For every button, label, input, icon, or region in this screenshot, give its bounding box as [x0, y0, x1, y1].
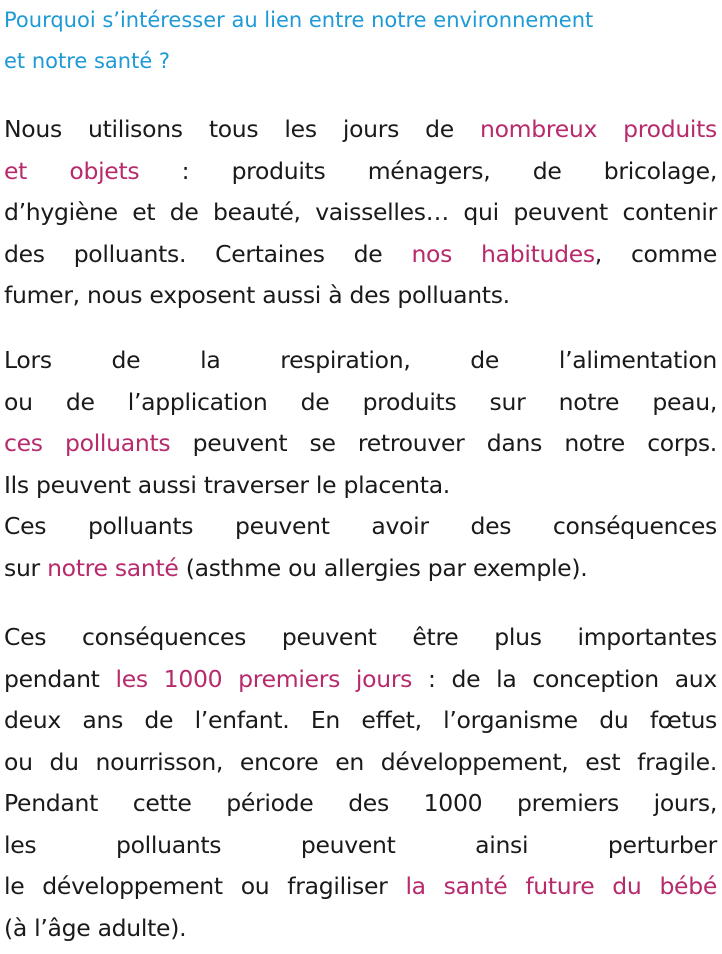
page-title: [4, 0, 717, 82]
paragraph-1000-days: [4, 617, 717, 949]
highlight-health: notre santé: [47, 553, 179, 582]
paragraph-line: d’hygiène et de beauté, vaisselles… qui peuvent contenir: [4, 198, 717, 226]
highlight-pollutants: ces polluants: [4, 429, 171, 457]
paragraph-line: (à l’âge adulte).: [4, 913, 187, 942]
paragraph-line: deux ans de l’enfant. En effet, l’organisme du fœtus: [4, 706, 717, 734]
paragraph-line: [4, 151, 717, 193]
text-run: pendant: [4, 664, 116, 693]
paragraph-line: [4, 234, 717, 276]
paragraph-line: Ils peuvent aussi traverser le placenta.: [4, 470, 450, 499]
paragraph-line: Lors de la respiration, de l’alimentation: [4, 346, 717, 374]
text-run: des polluants. Certaines de: [4, 239, 412, 268]
highlight-products: nombreux produits: [480, 115, 718, 143]
paragraph-line: Ces polluants peuvent avoir des conséquences: [4, 512, 717, 540]
title-line-1: Pourquoi s’intéresser au lien entre notre environnement: [4, 8, 594, 32]
paragraph-line: [4, 866, 717, 908]
text-run: : de la conception aux: [412, 664, 717, 693]
text-run: : produits ménagers, de bricolage,: [139, 156, 717, 185]
paragraph-exposure: [4, 340, 717, 589]
paragraph-line: [4, 659, 717, 701]
paragraph-line: ou de l’application de produits sur notre peau,: [4, 387, 717, 416]
paragraph-line: Ces conséquences peuvent être plus importantes: [4, 623, 717, 651]
paragraph-line: les polluants peuvent ainsi perturber: [4, 830, 717, 859]
highlight-objects: et objets: [4, 156, 140, 185]
paragraph-line: ou du nourrisson, encore en développement, est fragile.: [4, 747, 717, 776]
paragraph-line: Pendant cette période des 1000 premiers jours,: [4, 789, 717, 817]
paragraph-products: [4, 109, 717, 317]
paragraph-line: [4, 548, 717, 590]
text-run: Nous utilisons tous les jours de: [4, 115, 480, 143]
text-run: sur: [4, 553, 48, 582]
highlight-1000-days: les 1000 premiers jours: [115, 664, 413, 693]
highlight-habits: nos habitudes: [411, 239, 595, 268]
highlight-baby-health: la santé future du bébé: [405, 872, 717, 900]
paragraph-line: [4, 423, 717, 465]
title-line-2: et notre santé ?: [4, 49, 171, 73]
paragraph-line: fumer, nous exposent aussi à des polluants.: [4, 281, 510, 309]
paragraph-line: [4, 109, 717, 151]
document-page: [4, 0, 718, 942]
text-run: , comme: [594, 239, 717, 268]
text-run: le développement ou fragiliser: [4, 872, 406, 900]
text-run: peuvent se retrouver dans notre corps.: [170, 429, 717, 457]
text-run: (asthme ou allergies par exemple).: [178, 553, 588, 582]
